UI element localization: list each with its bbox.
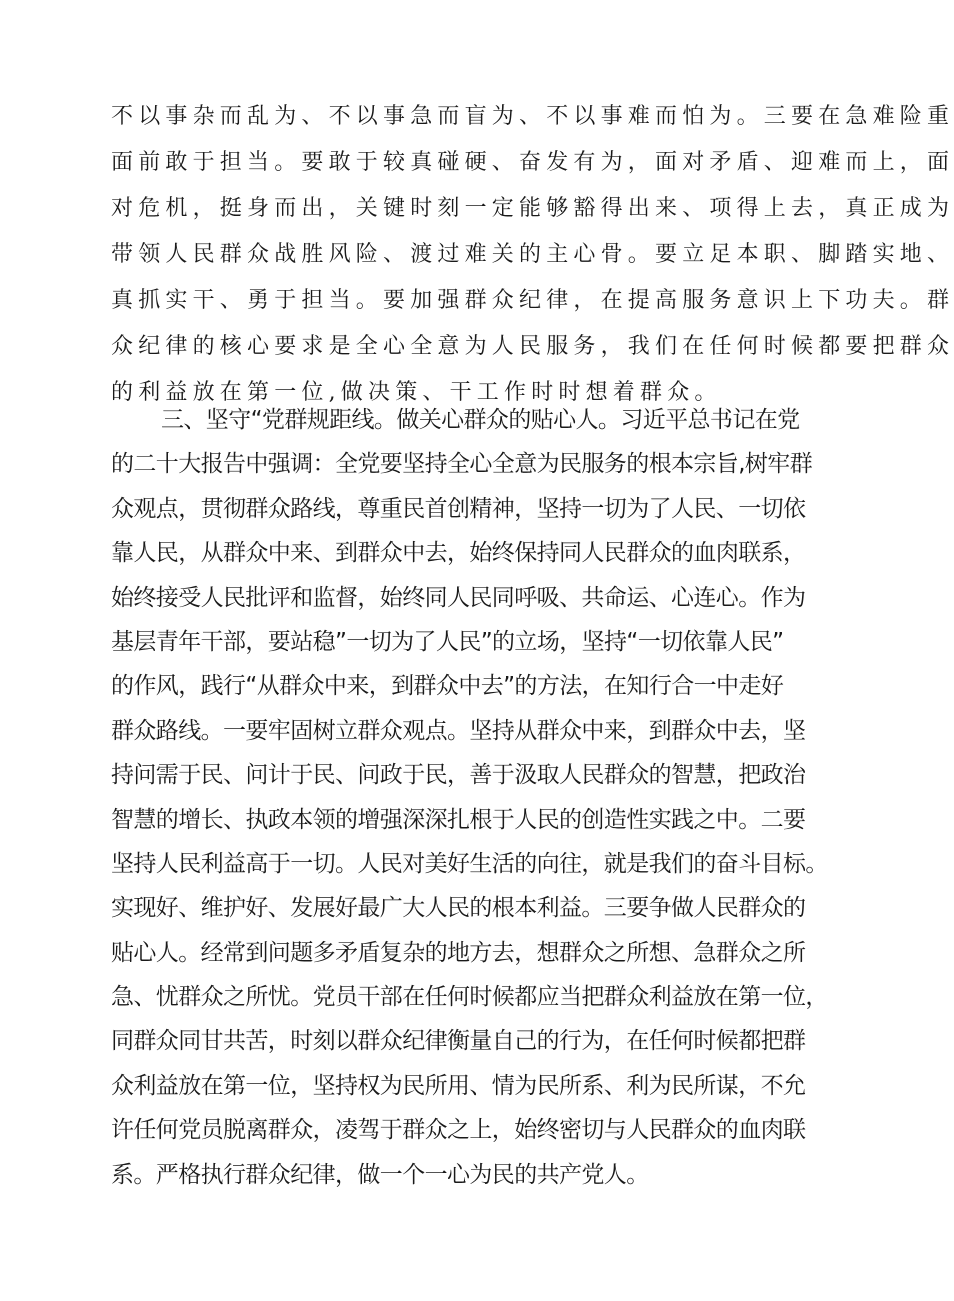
text-line: 同群众同甘共苦，时刻以群众纪律衡量自己的行为，在任何时候都把群 xyxy=(111,1028,806,1055)
text-line: 对危机，挺身而出，关键时刻一定能够豁得出来、项得上去，真正成为 xyxy=(111,196,954,221)
text-line: 坚持人民利益高于一切。人民对美好生活的向往，就是我们的奋斗目标。 xyxy=(111,850,828,877)
text-line: 不以事杂而乱为、不以事急而盲为、不以事难而怕为。三要在急难险重 xyxy=(111,104,954,129)
text-line: 众观点，贯彻群众路线，尊重民首创精神，坚持一切为了人民、一切依 xyxy=(111,495,806,522)
text-line: 众利益放在第一位，坚持权为民所用、情为民所系、利为民所谋，不允 xyxy=(111,1072,806,1099)
text-line: 实现好、维护好、发展好最广大人民的根本利益。三要争做人民群众的 xyxy=(111,895,806,922)
text-line: 带领人民群众战胜风险、渡过难关的主心骨。要立足本职、脚踏实地、 xyxy=(111,242,954,267)
paragraph-continued xyxy=(111,98,954,420)
text-line: 智慧的增长、执政本领的增强深深扎根于人民的创造性实践之中。二要 xyxy=(111,806,806,833)
text-line: 众纪律的核心要求是全心全意为人民服务，我们在任何时候都要把群众 xyxy=(111,334,954,359)
text-line: 靠人民，从群众中来、到群众中去，始终保持同人民群众的血肉联系， xyxy=(111,540,806,567)
text-line: 真抓实干、勇于担当。要加强群众纪律，在提高服务意识上下功夫。群 xyxy=(111,288,954,313)
paragraph-section-three xyxy=(111,402,831,1201)
text-line: 许任何党员脱离群众，凌驾于群众之上，始终密切与人民群众的血肉联 xyxy=(111,1117,806,1144)
text-line: 基层青年干部，要站稳”一切为了人民”的立场，坚持“一切依靠人民” xyxy=(111,628,784,655)
text-line: 的二十大报告中强调：全党要坚持全心全意为民服务的根本宗旨,树牢群 xyxy=(111,451,813,478)
text-line: 的利益放在第一位,做决策、干工作时时想着群众。 xyxy=(111,380,722,405)
text-line: 面前敢于担当。要敢于较真碰硬、奋发有为，面对矛盾、迎难而上，面 xyxy=(111,150,954,175)
text-line: 的作风，践行“从群众中来，到群众中去”的方法，在知行合一中走好 xyxy=(111,673,784,700)
text-line: 群众路线。一要牢固树立群众观点。坚持从群众中来，到群众中去，坚 xyxy=(111,717,806,744)
text-line: 急、忧群众之所忧。党员干部在任何时候都应当把群众利益放在第一位， xyxy=(111,984,828,1011)
text-line: 贴心人。经常到问题多矛盾复杂的地方去，想群众之所想、急群众之所 xyxy=(111,939,806,966)
text-line: 持问需于民、问计于民、问政于民，善于汲取人民群众的智慧，把政治 xyxy=(111,762,806,789)
text-line: 始终接受人民批评和监督，始终同人民同呼吸、共命运、心连心。作为 xyxy=(111,584,806,611)
text-line: 系。严格执行群众纪律，做一个一心为民的共产党人。 xyxy=(111,1161,649,1188)
section-heading-line: 三、坚守“党群规距线。做关心群众的贴心人。习近平总书记在党 xyxy=(161,407,800,433)
